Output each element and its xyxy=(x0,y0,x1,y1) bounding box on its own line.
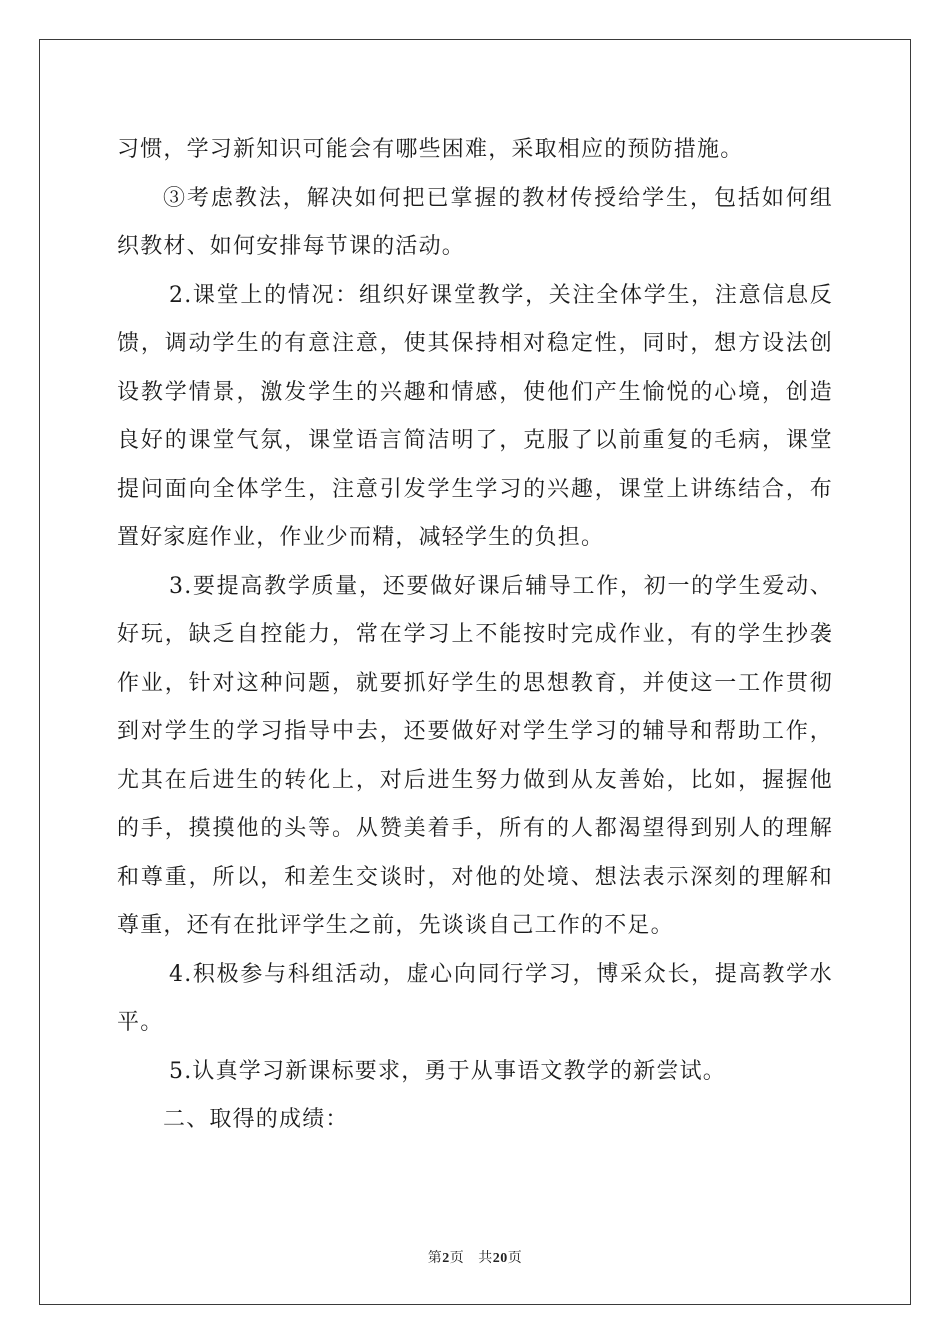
paragraph-after-class-tutoring: 3.要提高教学质量，还要做好课后辅导工作，初一的学生爱动、好玩，缺乏自控能力，常在学习上不能按时完成作业，有的学生抄袭作业，针对这种问题，就要抓好学生的思想教育，并使这一工作贯彻到对学生的学习指导中去，还要做好对学生学习的辅导和帮助工作，尤其在后进生的转化上，对后进生努力做到从友善始，比如，握握他的手，摸摸他的头等。从赞美着手，所有的人都渴望得到别人的理解和尊重，所以，和差生交谈时，对他的处境、想法表示深刻的理解和尊重，还有在批评学生之前，先谈谈自己工作的不足。 xyxy=(117,573,833,938)
footer-page-number: 2 xyxy=(442,1251,450,1266)
paragraph-group-activities: 4.积极参与科组活动，虚心向同行学习，博采众长，提高教学水平。 xyxy=(117,961,833,1035)
page-footer xyxy=(0,1247,950,1267)
paragraph-new-curriculum: 5.认真学习新课标要求，勇于从事语文教学的新尝试。 xyxy=(169,1058,726,1084)
footer-total-pages: 20 xyxy=(492,1251,508,1266)
paragraph-teaching-method: ③考虑教法，解决如何把已掌握的教材传授给学生，包括如何组织教材、如何安排每节课的活动。 xyxy=(117,185,833,259)
footer-total-suffix: 页 xyxy=(507,1250,523,1266)
footer-total-prefix: 共 xyxy=(478,1250,493,1266)
footer-page-prefix: 第 xyxy=(427,1250,443,1266)
paragraph-classroom-situation: 2.课堂上的情况：组织好课堂教学，关注全体学生，注意信息反馈，调动学生的有意注意，使其保持相对稳定性，同时，想方设法创设教学情景，激发学生的兴趣和情感，使他们产生愉悦的心境，创造良好的课堂气氛，课堂语言简洁明了，克服了以前重复的毛病，课堂提问面向全体学生，注意引发学生学习的兴趣，课堂上讲练结合，布置好家庭作业，作业少而精，减轻学生的负担。 xyxy=(117,282,833,550)
footer-page-suffix: 页 xyxy=(449,1250,465,1266)
paragraph-continuation: 习惯，学习新知识可能会有哪些困难，采取相应的预防措施。 xyxy=(117,137,744,162)
document-body xyxy=(117,126,833,1145)
section-heading-achievements: 二、取得的成绩： xyxy=(163,1107,349,1132)
